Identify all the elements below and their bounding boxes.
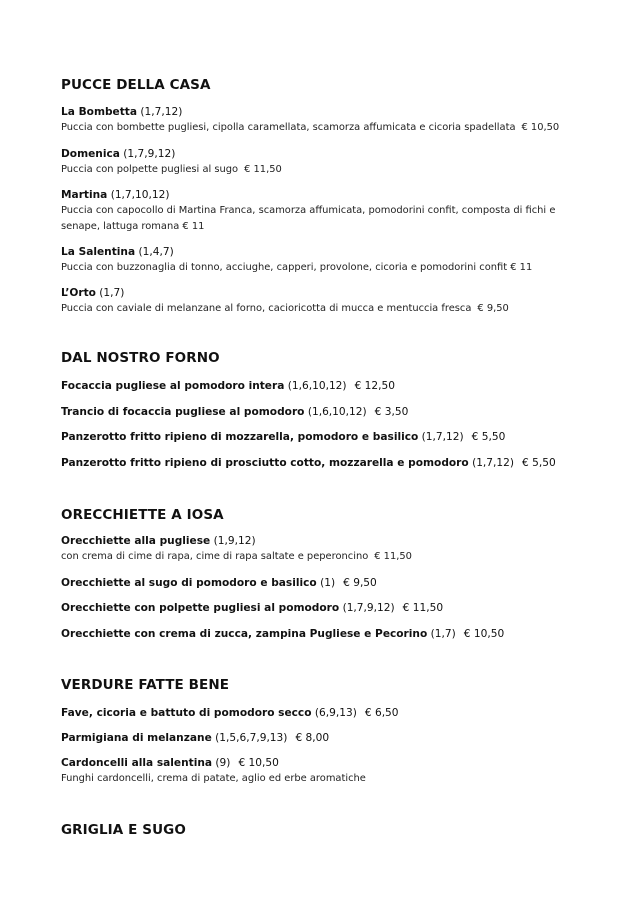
item-description: Funghi cardoncelli, crema di patate, aglio ed erbe aromatiche [61,773,366,784]
item-name: Orecchiette con crema di zucca, zampina Pugliese e Pecorino [61,628,428,640]
item-price: € 10,50 [463,628,505,640]
item-allergens: (6,9,13) [314,707,357,719]
menu-item-cardoncelli [61,755,621,787]
menu-item-panzerotto-mozzarella [61,429,621,445]
menu-item-orecchiette-pugliese [61,533,621,565]
menu-item-orecchiette-zucca [61,626,621,642]
item-price: € 12,50 [354,380,395,392]
menu-item-fave-cicoria [61,705,621,721]
section-title-verdure: VERDURE FATTE BENE [61,677,230,693]
item-name: Parmigiana di melanzane [61,732,212,744]
item-description: con crema di cime di rapa, cime di rapa saltate e peperoncino [61,551,369,562]
item-allergens: (1,7,9,12) [123,148,176,160]
item-allergens: (1) [320,577,336,589]
section-title-forno: DAL NOSTRO FORNO [61,350,220,366]
item-name: Panzerotto fritto ripieno di mozzarella, pomodoro e basilico [61,431,419,443]
item-price: € 5,50 [522,457,556,469]
menu-item-panzerotto-prosciutto [61,455,621,471]
item-name: La Salentina [61,246,136,258]
item-description: Puccia con capocollo di Martina Franca, scamorza affumicata, pomodorini confit, composta di fichi e senape, lattuga romana [61,205,556,232]
item-name: La Bombetta [61,106,138,118]
menu-item-parmigiana [61,730,621,746]
item-allergens: (1,6,10,12) [287,380,347,392]
item-name: Cardoncelli alla salentina [61,757,213,769]
item-name: L’Orto [61,287,96,299]
item-name: Focaccia pugliese al pomodoro intera [61,380,285,392]
item-allergens: (1,7,9,12) [342,602,395,614]
menu-item-la-bombetta [61,104,621,136]
item-allergens: (1,5,6,7,9,13) [215,732,288,744]
item-allergens: (1,6,10,12) [307,406,367,418]
item-allergens: (1,9,12) [213,535,256,547]
item-name: Fave, cicoria e battuto di pomodoro secco [61,707,312,719]
item-allergens: (1,4,7) [138,246,174,258]
item-price: € 9,50 [343,577,377,589]
item-price: € 10,50 [521,122,560,133]
menu-item-trancio-focaccia [61,404,621,420]
item-description: Puccia con buzzonaglia di tonno, acciughe, capperi, provolone, cicoria e pomodorini confit [61,262,508,273]
menu-item-focaccia-intera [61,378,621,394]
item-name: Orecchiette alla pugliese [61,535,211,547]
section-title-pucce: PUCCE DELLA CASA [61,77,211,93]
item-description: Puccia con bombette pugliesi, cipolla caramellata, scamorza affumicata e cicoria spadellata [61,122,516,133]
item-allergens: (1,7,10,12) [110,189,170,201]
menu-item-l-orto [61,285,621,317]
item-description: Puccia con caviale di melanzane al forno, cacioricotta di mucca e mentuccia fresca [61,303,472,314]
menu-item-martina [61,187,621,235]
item-price: € 9,50 [477,303,509,314]
item-name: Trancio di focaccia pugliese al pomodoro [61,406,305,418]
item-price: € 10,50 [238,757,279,769]
item-price: € 11 [510,262,533,273]
item-price: € 11,50 [402,602,444,614]
item-allergens: (1,7,12) [140,106,183,118]
item-price: € 11,50 [374,551,412,562]
item-price: € 3,50 [374,406,409,418]
item-price: € 11,50 [244,164,282,175]
item-name: Domenica [61,148,120,160]
item-name: Orecchiette con polpette pugliesi al pomodoro [61,602,340,614]
item-description: Puccia con polpette pugliesi al sugo [61,164,239,175]
item-allergens: (1,7,12) [472,457,515,469]
menu-item-la-salentina [61,244,621,276]
item-price: € 11 [182,221,205,232]
item-price: € 6,50 [364,707,399,719]
section-title-orecchiette: ORECCHIETTE A IOSA [61,507,224,523]
section-title-griglia: GRIGLIA E SUGO [61,822,186,838]
item-price: € 5,50 [471,431,506,443]
item-allergens: (1,7,12) [421,431,464,443]
item-price: € 8,00 [295,732,330,744]
menu-item-orecchiette-polpette [61,600,621,616]
item-allergens: (9) [215,757,231,769]
item-name: Martina [61,189,108,201]
item-allergens: (1,7) [99,287,125,299]
menu-item-orecchiette-sugo [61,575,621,591]
item-name: Panzerotto fritto ripieno di prosciutto cotto, mozzarella e pomodoro [61,457,469,469]
item-name: Orecchiette al sugo di pomodoro e basilico [61,577,317,589]
item-allergens: (1,7) [430,628,456,640]
menu-item-domenica [61,146,621,178]
